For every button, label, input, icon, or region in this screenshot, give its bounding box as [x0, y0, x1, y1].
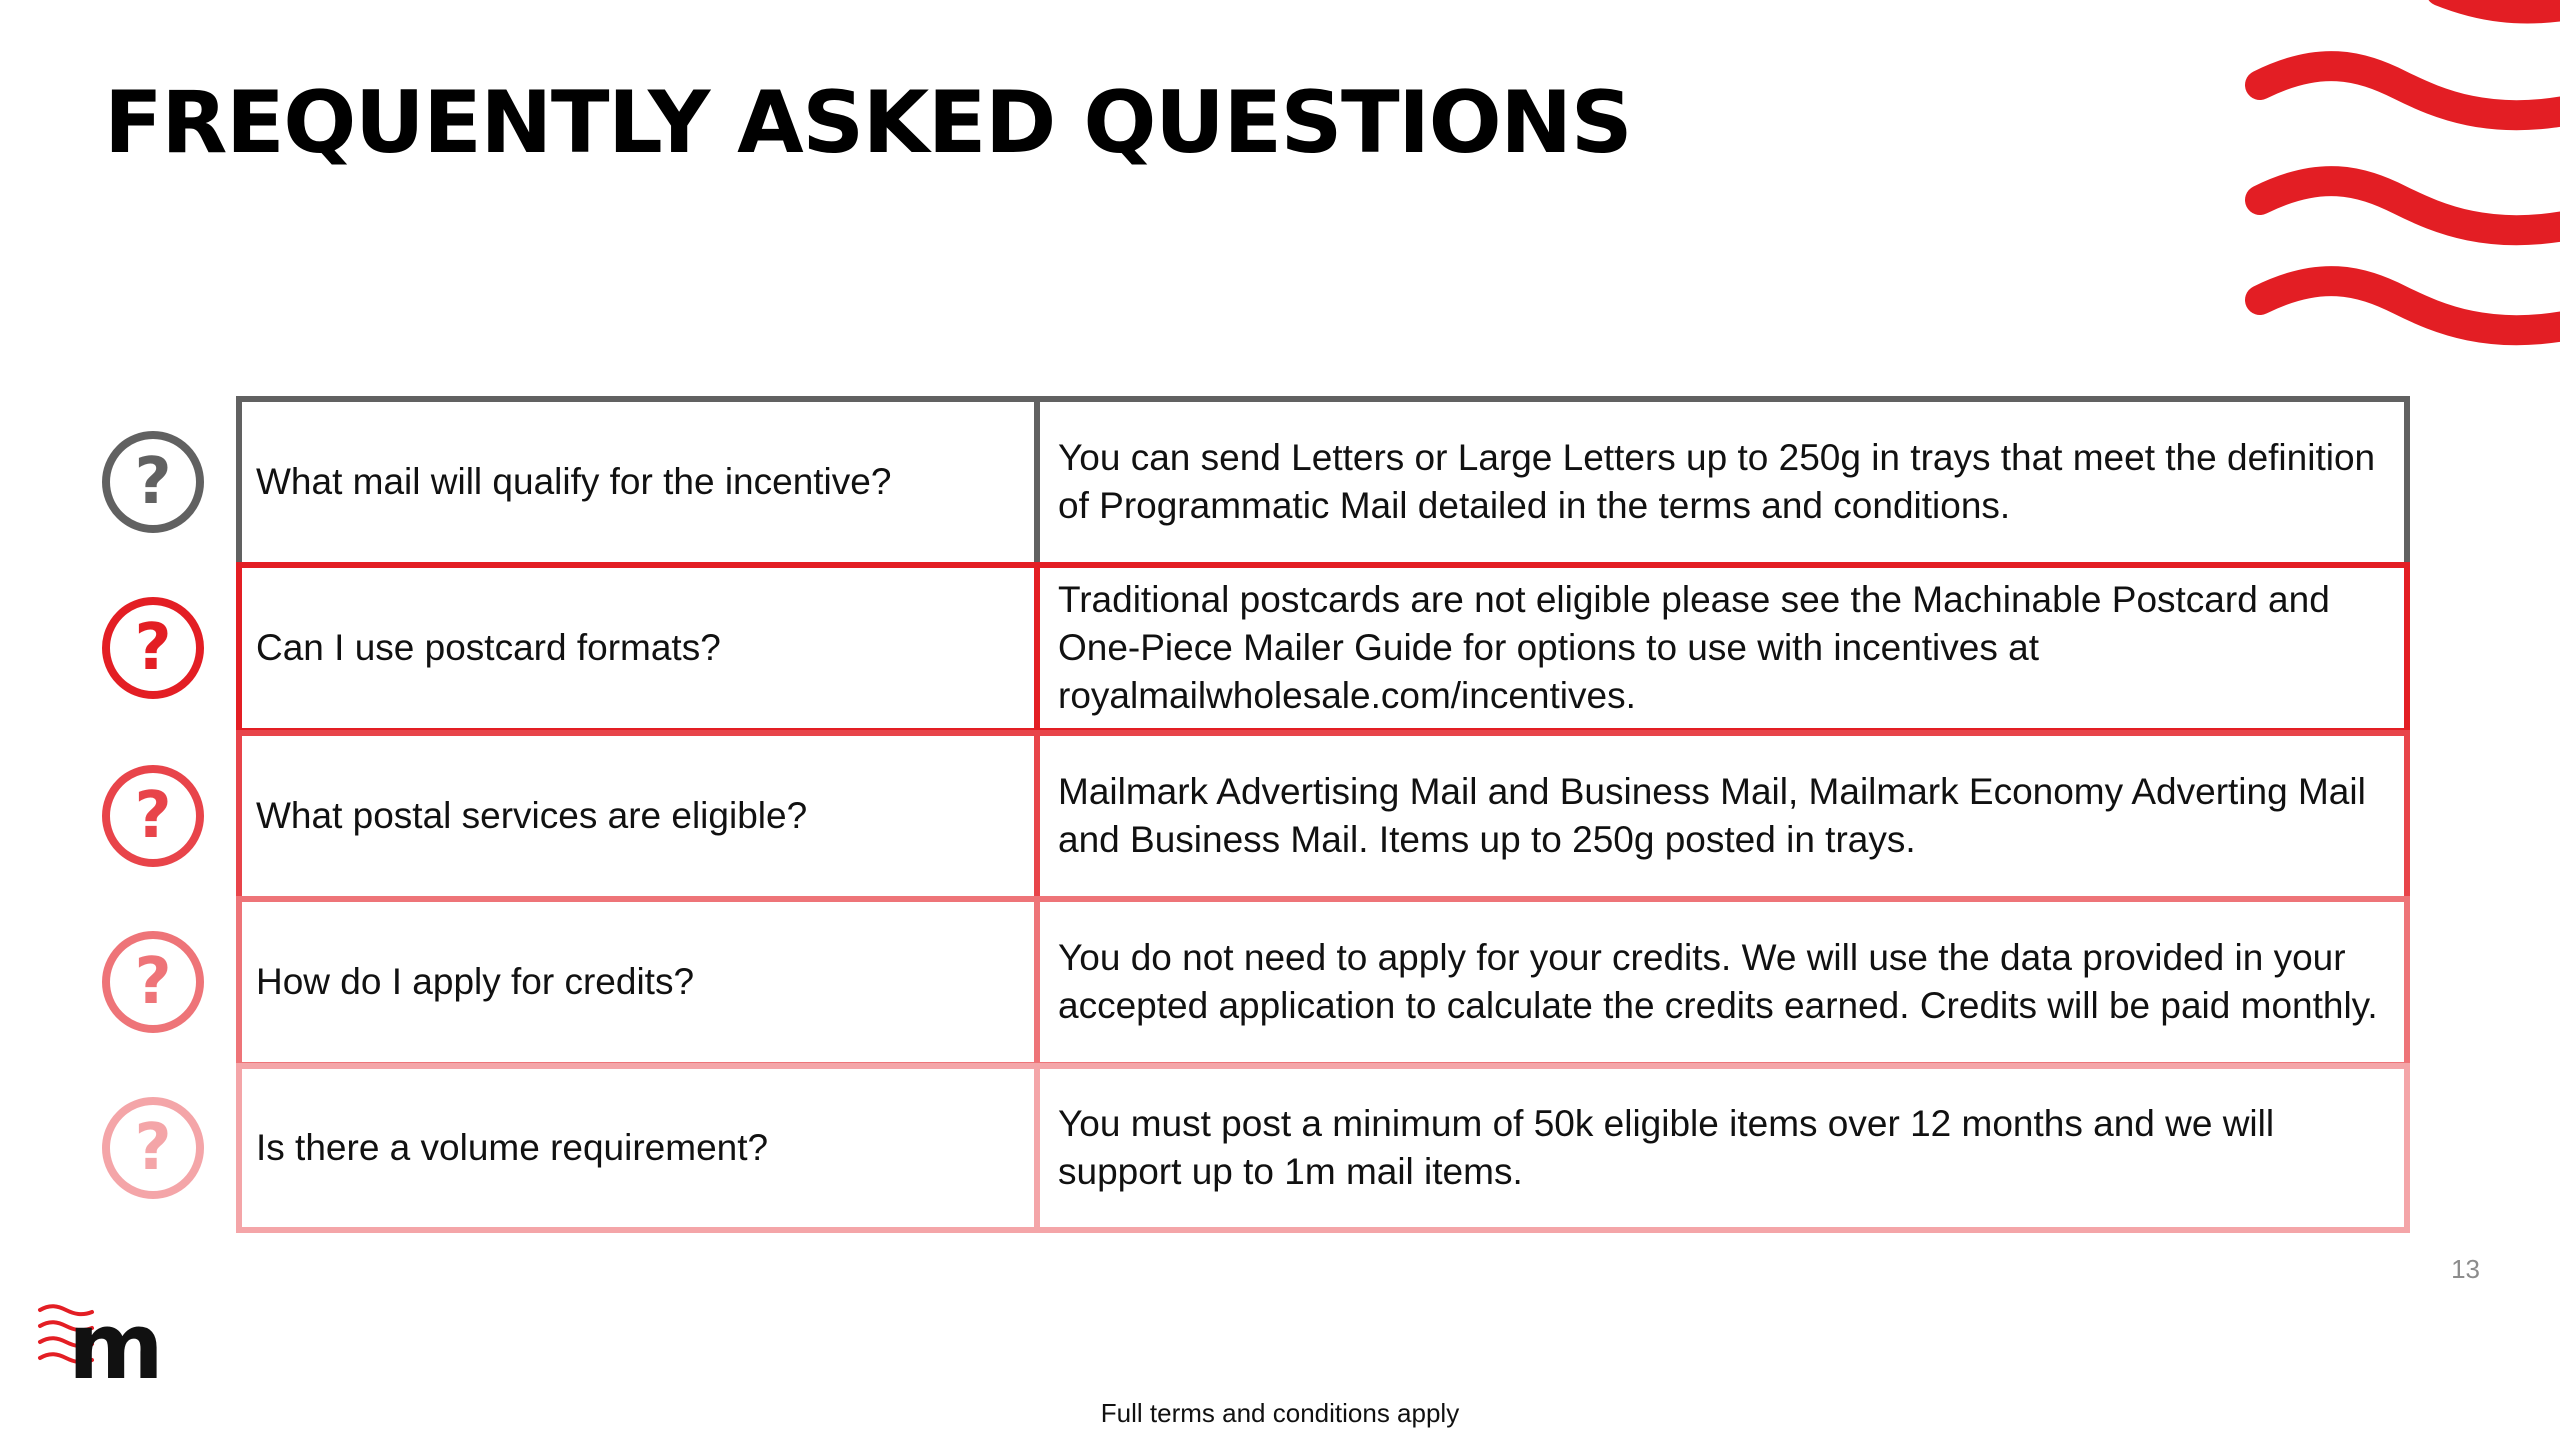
- faq-question: What postal services are eligible?: [236, 730, 1040, 902]
- faq-question: What mail will qualify for the incentive?: [236, 396, 1040, 568]
- question-mark-icon: ?: [102, 1097, 204, 1199]
- faq-answer: Traditional postcards are not eligible please see the Machinable Postcard and One-Piece Mailer Guide for options to use with incentives at royalmailwholesale.com/incentives.: [1034, 562, 2410, 734]
- page-number: 13: [2451, 1254, 2480, 1284]
- faq-question: Is there a volume requirement?: [236, 1063, 1040, 1233]
- question-mark-icon: ?: [102, 597, 204, 699]
- faq-answer: You do not need to apply for your credits. We will use the data provided in your accepted application to calculate the credits earned. Credits will be paid monthly.: [1034, 896, 2410, 1068]
- logo-letter: m: [68, 1296, 164, 1386]
- question-mark-icon: ?: [102, 765, 204, 867]
- faq-question: How do I apply for credits?: [236, 896, 1040, 1068]
- faq-row: [0, 562, 2560, 734]
- question-mark-icon: ?: [102, 431, 204, 533]
- faq-row: [0, 1063, 2560, 1233]
- faq-row: [0, 896, 2560, 1068]
- faq-answer: Mailmark Advertising Mail and Business Mail, Mailmark Economy Adverting Mail and Business Mail. Items up to 250g posted in trays.: [1034, 730, 2410, 902]
- faq-row: [0, 396, 2560, 568]
- footer-note: Full terms and conditions apply: [1100, 1398, 1460, 1428]
- page-title: FREQUENTLY ASKED QUESTIONS: [104, 73, 1632, 173]
- brand-logo: [36, 1296, 176, 1386]
- faq-answer: You must post a minimum of 50k eligible items over 12 months and we will support up to 1m mail items.: [1034, 1063, 2410, 1233]
- faq-question: Can I use postcard formats?: [236, 562, 1040, 734]
- question-mark-icon: ?: [102, 931, 204, 1033]
- faq-row: [0, 730, 2560, 902]
- faq-answer: You can send Letters or Large Letters up to 250g in trays that meet the definition of Programmatic Mail detailed in the terms and conditions.: [1034, 396, 2410, 568]
